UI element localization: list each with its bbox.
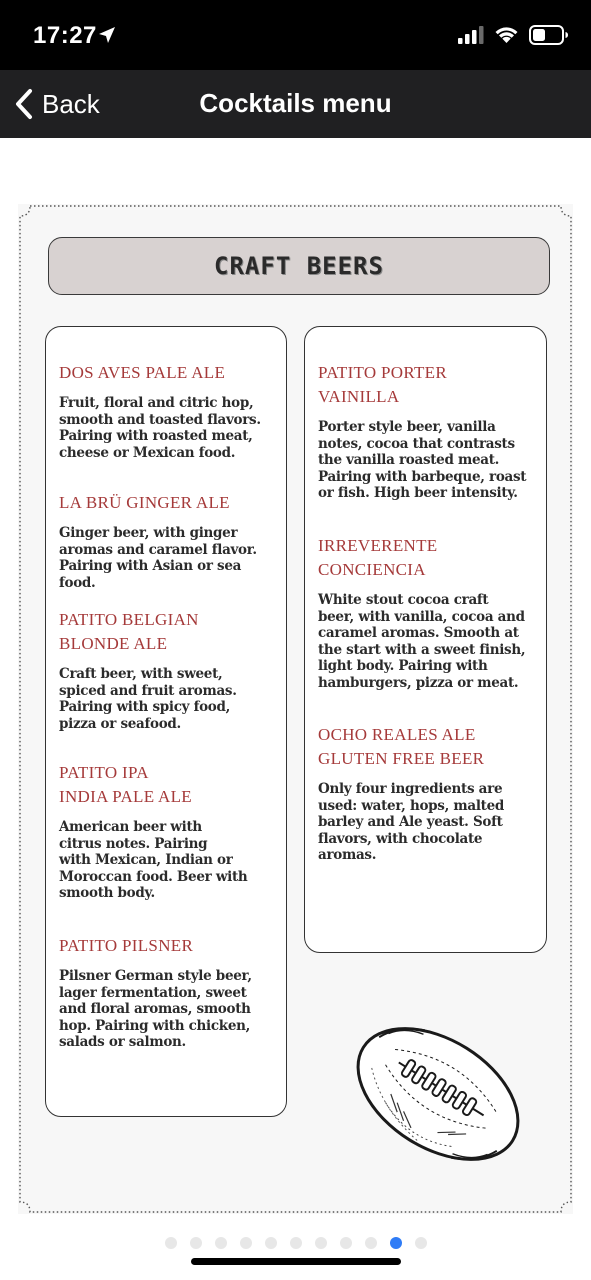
menu-item-name: PATITO BELGIAN BLONDE ALE — [59, 610, 199, 653]
home-indicator[interactable] — [191, 1258, 401, 1265]
menu-item-description: Pilsner German style beer, lager fermentation, sweet and floral aromas, smooth hop. Pairing with chicken, salads or salmon. — [59, 968, 252, 1050]
battery-icon — [529, 25, 569, 45]
menu-item-description: Ginger beer, with ginger aromas and caramel flavor. Pairing with Asian or sea food. — [59, 525, 257, 591]
page-indicator[interactable] — [0, 1237, 591, 1251]
menu-item-description: Fruit, floral and citric hop, smooth and toasted flavors. Pairing with roasted meat, cheese or Mexican food. — [59, 395, 261, 461]
status-bar — [0, 0, 591, 70]
navigation-bar — [0, 70, 591, 138]
page-dot[interactable] — [365, 1237, 377, 1249]
page-dot[interactable] — [240, 1237, 252, 1249]
status-time: 17:27 — [33, 22, 97, 49]
menu-viewer[interactable] — [0, 138, 591, 1280]
menu-item — [318, 534, 536, 691]
menu-item — [318, 723, 536, 864]
page-dot[interactable] — [215, 1237, 227, 1249]
menu-item — [59, 761, 276, 902]
menu-item — [59, 608, 276, 732]
location-arrow-icon — [98, 26, 116, 44]
football-icon — [338, 999, 538, 1189]
section-banner — [48, 237, 550, 295]
menu-item — [59, 934, 276, 1051]
status-icons — [458, 24, 569, 46]
page-title: Cocktails menu — [199, 88, 392, 118]
page-dot[interactable] — [315, 1237, 327, 1249]
page-dot[interactable] — [165, 1237, 177, 1249]
menu-item-name: PATITO IPA INDIA PALE ALE — [59, 763, 192, 806]
menu-item-description: Porter style beer, vanilla notes, cocoa that contrasts the vanilla roasted meat. Pairing with barbeque, roast or fish. High beer intensity. — [318, 419, 527, 501]
menu-item-name: OCHO REALES ALE GLUTEN FREE BEER — [318, 725, 485, 768]
menu-item — [59, 491, 276, 591]
page-dot[interactable] — [390, 1237, 402, 1249]
back-button[interactable] — [14, 86, 100, 122]
menu-item-name: DOS AVES PALE ALE — [59, 363, 226, 382]
menu-item-name: LA BRÜ GINGER ALE — [59, 493, 230, 512]
menu-column-right — [304, 326, 547, 953]
menu-item-name: IRREVERENTE CONCIENCIA — [318, 536, 438, 579]
menu-item-name: PATITO PILSNER — [59, 936, 194, 955]
page-dot[interactable] — [265, 1237, 277, 1249]
menu-item-description: Only four ingredients are used: water, hops, malted barley and Ale yeast. Soft flavors, with chocolate aromas. — [318, 781, 505, 863]
page-dot[interactable] — [190, 1237, 202, 1249]
menu-column-left — [45, 326, 287, 1117]
menu-item-name: PATITO PORTER VAINILLA — [318, 363, 447, 406]
section-title: CRAFT BEERS — [214, 252, 384, 280]
page-dot[interactable] — [340, 1237, 352, 1249]
page-dot[interactable] — [290, 1237, 302, 1249]
back-button-label: Back — [42, 88, 100, 119]
menu-item-description: American beer with citrus notes. Pairing with Mexican, Indian or Moroccan food. Beer with smooth body. — [59, 819, 248, 901]
menu-item — [59, 361, 276, 461]
menu-page — [18, 204, 573, 1214]
menu-item-description: Craft beer, with sweet, spiced and fruit aromas. Pairing with spicy food, pizza or seafood. — [59, 666, 237, 732]
wifi-icon — [494, 26, 519, 44]
page-dot[interactable] — [415, 1237, 427, 1249]
menu-item-description: White stout cocoa craft beer, with vanilla, cocoa and caramel aromas. Smooth at the start with a sweet finish, light body. Pairing with hamburgers, pizza or meat. — [318, 592, 526, 691]
cellular-signal-icon — [458, 26, 484, 44]
chevron-left-icon — [14, 88, 34, 120]
menu-item — [318, 361, 536, 502]
